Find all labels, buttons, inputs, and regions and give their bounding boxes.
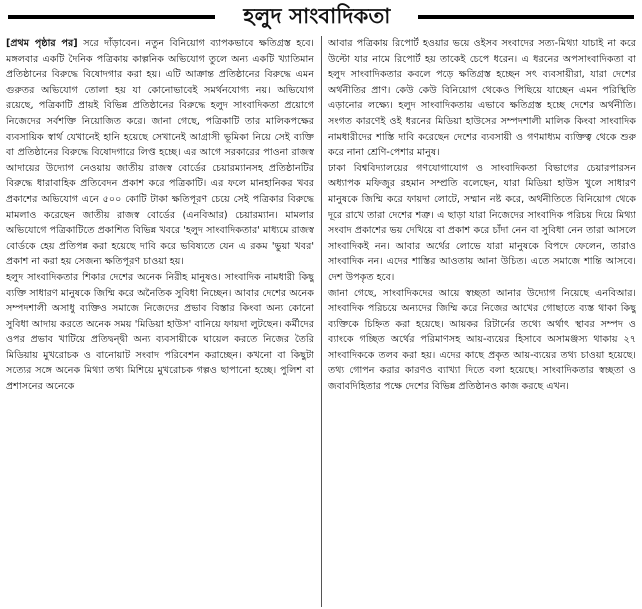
article-body: [6, 36, 636, 607]
article-column-right: [328, 36, 636, 607]
article-paragraph: [6, 36, 314, 270]
headline-rule-left: [8, 15, 215, 19]
paragraph-text: সরে দাঁড়াবেন। নতুন বিনিয়োগ ব্যাপকভাবে ক্ষতিগ্রস্ত হবে। মঙ্গলবার একটি দৈনিক পত্রিকায় কাল্পনিক অভিযোগ তুলে অন্য একটি খ্যাতিমান প্রতিষ্ঠানের বিরুদ্ধে বিষোদগার করা হয়। এটি আক্রান্ত প্রতিষ্ঠানের বিরুদ্ধে এমন গুরুতর অভিযোগ তোলা হয় যা কোনোভাবেই সমর্থনযোগ্য নয়। অভিযোগ রয়েছে, পত্রিকাটি প্রায়ই বিভিন্ন প্রতিষ্ঠানের বিরুদ্ধে হলুদ সাংবাদিকতা প্রয়োগে নিজেদের সর্বশক্তি নিয়োজিত করে। জানা গেছে, পত্রিকাটি তার মালিকপক্ষের ব্যবসায়িক স্বার্থ যেখানেই হানি হয়েছে সেখানেই আগ্রাসী ভূমিকা নিয়ে সেই ব্যক্তি বা প্রতিষ্ঠানের বিরুদ্ধে বিষোদগারে লিপ্ত হচ্ছে। এর আগে সরকারের পাওনা রাজস্ব আদায়ের উদ্যোগ নেওয়ায় জাতীয় রাজস্ব বোর্ডের চেয়ারম্যানসহ প্রতিষ্ঠানটির বিরুদ্ধে ধারাবাহিক প্রতিবেদন প্রকাশ করে পত্রিকাটি। এর ফলে মানহানিকর খবর প্রকাশের অভিযোগ এনে ৫০০ কোটি টাকা ক্ষতিপূরণ চেয়ে সেই পত্রিকার বিরুদ্ধে মামলাও করেছেন জাতীয় রাজস্ব বোর্ডের (এনবিআর) চেয়ারম্যান। মামলার অভিযোগে পত্রিকাটিতে প্রকাশিত বিভিন্ন খবরে 'হলুদ সাংবাদিকতার' মাধ্যমে রাজস্ব বোর্ডকে হেয় প্রতিপন্ন করা হয়েছে দাবি করে ভবিষ্যতে যেন এ রকম 'ভুয়া খবর' প্রকাশ না করা হয় সেজন্য ক্ষতিপূরণ চাওয়া হয়।: [6, 38, 314, 268]
article-paragraph: [328, 286, 636, 395]
paragraph-text: আবার পত্রিকায় রিপোর্ট হওয়ার ভয়ে ওইসব সংবাদের সত্য-মিথ্যা যাচাই না করে উল্টো যার নামে রিপোর্ট হয় তাকেই চেপে ধরেন। এ ধরনের অপসাংবাদিকতা বা হলুদ সাংবাদিকতার কবলে পড়ে ক্ষতিগ্রস্ত হচ্ছেন সৎ ব্যবসায়ীরা, যারা দেশের অর্থনীতির প্রাণ। কেউ কেউ বিনিয়োগ থেকেও পিছিয়ে যাচ্ছেন এমন পরিস্থিতি এড়ানোর লক্ষ্যে। হলুদ সাংবাদিকতায় এভাবে ক্ষতিগ্রস্ত হচ্ছে দেশের অর্থনীতি। সংগত কারণেই ওই ধরনের মিডিয়া হাউসের সম্পদশালী মালিক কিংবা সাংবাদিক নামধারীদের শাস্তি দাবি করেছেন দেশের ব্যবসায়ী ও গণমাধ্যম ব্যক্তিত্ব থেকে শুরু করে নানা শ্রেণি-পেশার মানুষ।: [328, 38, 636, 159]
article-paragraph: [328, 161, 636, 286]
article-paragraph: [6, 270, 314, 395]
article-paragraph: [328, 36, 636, 161]
article-column-left: [6, 36, 314, 607]
headline-title: হলুদ সাংবাদিকতা: [243, 3, 391, 28]
paragraph-text: ঢাকা বিশ্ববিদ্যালয়ের গণযোগাযোগ ও সাংবাদিকতা বিভাগের চেয়ারপারসন অধ্যাপক মফিজুর রহমান সম্প্রতি বলেছেন, যারা মিডিয়া হাউস খুলে সাধারণ মানুষকে জিম্মি করে ফায়দা লোটে, সম্মান নষ্ট করে, অর্থনীতিতে বিনিয়োগ থেকে দূরে রাখে তারা দেশের শত্রু। এ ছাড়া যারা নিজেদের সাংবাদিক পরিচয় দিয়ে মিথ্যা সংবাদ প্রকাশের ভয় দেখিয়ে বা প্রকাশ করে চাঁদা নেন বা সুবিধা নেন তারা আসলে সাংবাদিকই নন। আবার অর্থের লোভে যারা মানুষকে বিপদে ফেলেন, তারাও সাংবাদিক নন। এদের শাস্তির আওতায় আনা উচিত। এতে সমাজে শান্তি আসবে। দেশ উপকৃত হবে।: [328, 162, 636, 283]
column-divider: [321, 36, 322, 607]
headline-banner: [0, 2, 642, 32]
headline-rule-right: [418, 15, 634, 19]
paragraph-text: হলুদ সাংবাদিকতার শিকার দেশের অনেক নিরীহ মানুষও। সাংবাদিক নামধারী কিছু ব্যক্তি সাধারণ মানুষকে জিম্মি করে অনৈতিক সুবিধা নিচ্ছেন। আবার দেশের অনেক সম্পদশালী অসাধু ব্যক্তিও সমাজে নিজেদের প্রভাব বিস্তার কিংবা অন্য কোনো সুবিধা আদায় করতে অনেক সময় 'মিডিয়া হাউস' বানিয়ে ফায়দা লুটছেন। কর্মীদের ওপর প্রভাব খাটিয়ে প্রতিদ্বন্দ্বী অন্য ব্যবসায়ীকে ঘায়েল করতে নিজের তৈরি মিডিয়ায় মুখরোচক ও বানোয়াট সংবাদ পরিবেশন করাচ্ছেন। কখনো বা কিছুটা সত্যের সঙ্গে অনেক মিথ্যা তথ্য মিশিয়ে মুখরোচক গল্পও ছাপানো হচ্ছে। পুলিশ বা প্রশাসনের অনেকে: [6, 271, 314, 393]
continuation-label: [প্রথম পৃষ্ঠার পর]: [6, 38, 78, 49]
paragraph-text: জানা গেছে, সাংবাদিকদের আয়ে স্বচ্ছতা আনার উদ্যোগ নিয়েছে এনবিআর। সাংবাদিক পরিচয়ে অন্যদের জিম্মি করে নিজের আখের গোছাতে ব্যস্ত থাকা কিছু ব্যক্তিকে চিহ্নিত করা হয়েছে। আয়কর রিটার্নের তথ্যে অর্থাৎ স্থাবর সম্পদ ও ব্যাংকে গচ্ছিত অর্থের পরিমাণসহ আয়-ব্যয়ের হিসাবে অসামঞ্জস্য থাকায় ২৭ সাংবাদিককে তলব করা হয়। এদের কাছে প্রকৃত আয়-ব্যয়ের তথ্য চাওয়া হয়েছে। তথ্য গোপন করার কারণও ব্যাখ্যা দিতে বলা হয়েছে। সাংবাদিকতার স্বচ্ছতা ও জবাবদিহিতার পক্ষে দেশের বিভিন্ন প্রতিষ্ঠানও কাজ করছে এখন।: [328, 287, 636, 393]
